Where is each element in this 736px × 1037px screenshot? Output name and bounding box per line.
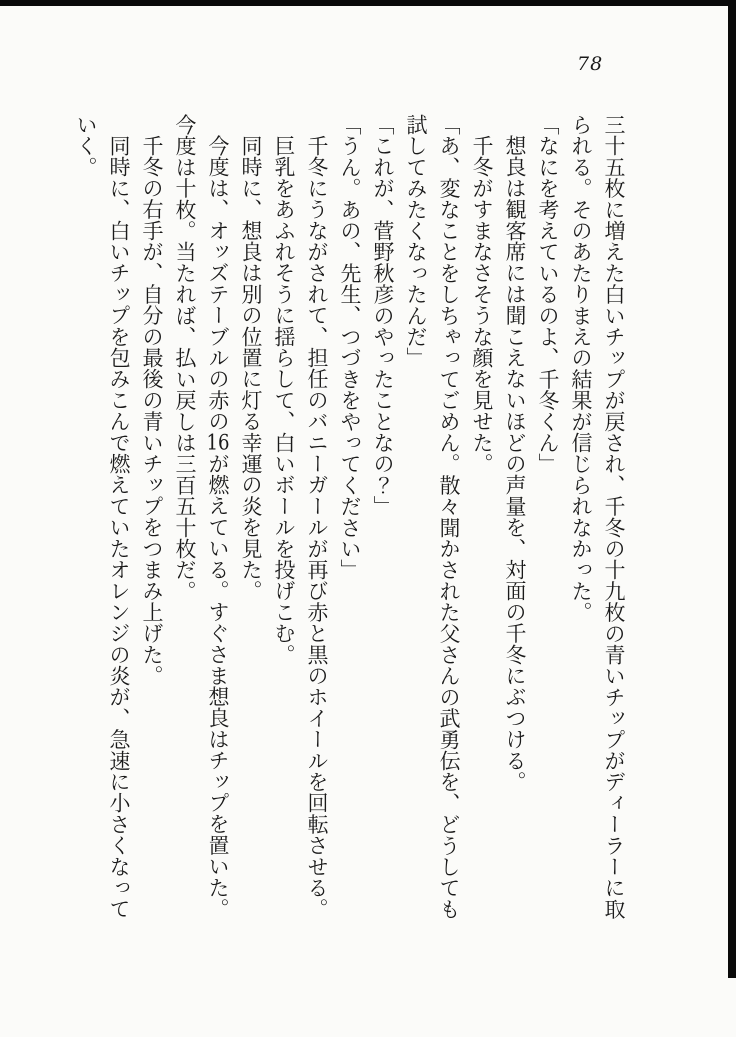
text-line: 「なにを考えているのよ、千冬くん」 — [536, 114, 560, 475]
text-line: 千冬にうながされて、担任のバニーガールが再び赤と黒のホイールを回転させる。 — [305, 135, 329, 920]
text-line: 「うん。あの、先生、つづきをやってください」 — [338, 114, 362, 581]
text-line: られる。そのあたりまえの結果が信じられなかった。 — [569, 114, 593, 623]
text-line: いく。 — [74, 114, 98, 178]
tatechuyoko-number: 16 — [206, 431, 230, 453]
scan-edge-right — [728, 0, 736, 978]
text-line: 三十五枚に増えた白いチップが戻され、千冬の十九枚の青いチップがディーラーに取 — [602, 114, 626, 920]
text-line: 今度は十枚。当たれば、払い戻しは三百五十枚だ。 — [173, 114, 197, 602]
text-line: 巨乳をあふれそうに揺らして、白いボールを投げこむ。 — [272, 135, 296, 665]
text-line: 千冬がすまなさそうな顔を見せた。 — [470, 135, 494, 475]
text-line: 「これが、菅野秋彦のやったことなの？」 — [371, 114, 395, 517]
text-line: 同時に、想良は別の位置に灯る幸運の炎を見た。 — [239, 135, 263, 602]
text-line: 試してみたくなったんだ」 — [404, 114, 428, 369]
text-line: 今度は、オッズテーブルの赤の16が燃えている。すぐさま想良はチップを置いた。 — [206, 135, 230, 920]
text-line: 同時に、白いチップを包みこんで燃えていたオレンジの炎が、急速に小さくなって — [107, 135, 131, 920]
page-number: 78 — [577, 53, 604, 75]
text-line: 「あ、変なことをしちゃってごめん。散々聞かされた父さんの武勇伝を、どうしても — [437, 114, 461, 920]
scan-edge-top — [0, 0, 736, 6]
text-line: 想良は観客席には聞こえないほどの声量を、対面の千冬にぶつける。 — [503, 135, 527, 793]
text-area — [69, 114, 630, 936]
text-line: 千冬の右手が、自分の最後の青いチップをつまみ上げた。 — [140, 135, 164, 687]
